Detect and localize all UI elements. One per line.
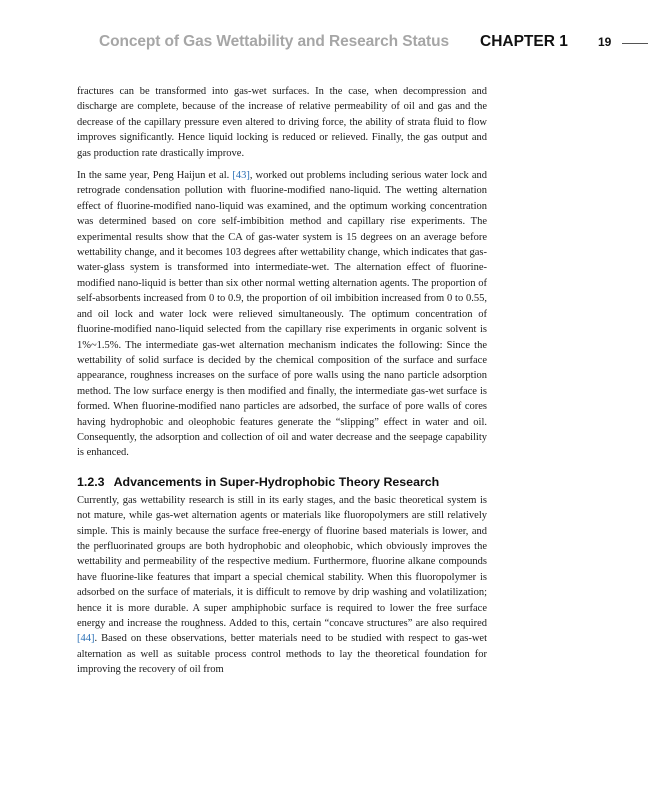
- page-number: 19: [598, 35, 612, 49]
- paragraph-current-research: [77, 493, 487, 678]
- paragraph-continuation: fractures can be transformed into gas-wet surfaces. In the case, when decompression and discharge are complete, because of the increase of relative permeability of oil and gas and the decrease of the capillary pressure even altered to driving force, the ability of strata fluid to flow improves significantly. Hence liquid locking is reduced or relieved. Finally, the gas output and gas production rate drastically improve.: [77, 86, 487, 159]
- paragraph-peng-haijun: [77, 168, 487, 461]
- paragraph-text: , worked out problems including serious water lock and retrograde condensation pollution with fluorine-modified nano-liquid. The wetting alternation effect of fluorine-modified nano-liquid was examined, and the optimum working concentration was determined based on core self-imbibition method and capillary rise experiments. The experimental results show that the CA of gas-water system is 15 degrees on an average before wettability change, and it becomes 103 degrees after wettability change, which indicates that gas-water-glass system is transformed into intermediate-wet. The alternation effect of fluorine-modified nano-liquid is better than six other normal wetting alternation agents. The proportion of self-absorbents increased from 0 to 0.9, the proportion of oil imbibition increased from 0 to 0.55, and oil lock and water lock were relieved simultaneously. The optimum concentration of fluorine-modified nano-liquid selected from the capillary rise experiments in organic solvent is 1%~1.5%. The intermediate gas-wet alternation mechanism indicates the following: Since the wettability of solid surface is decided by the chemical composition of the surface and surface appearance, roughness increases on the surface of pore walls using the nano particle adsorption method. The low surface energy is then modified and finally, the intermediate gas-wet surface is formed. When fluorine-modified nano particles are adsorbed, the surface of pore walls of cores having hydrophobic and oleophobic features generate the “slipping” effect in water and oil. Consequently, the adsorption and collection of oil and water decrease and the seepage capability is enhanced.: [77, 170, 488, 459]
- paragraph-text: . Based on these observations, better materials need to be studied with respect to gas-wet alternation as well as suitable process control methods to lay the theoretical foundation for improving the recovery of oil from: [77, 633, 487, 676]
- section-heading: [77, 475, 487, 489]
- body-text: [77, 84, 487, 685]
- citation-link-44[interactable]: [44]: [77, 633, 95, 645]
- page-header: [0, 33, 648, 53]
- running-title: Concept of Gas Wettability and Research Status: [99, 33, 449, 50]
- header-rule: [622, 43, 648, 44]
- paragraph-text: In the same year, Peng Haijun et al.: [77, 170, 233, 182]
- section-title: Advancements in Super-Hydrophobic Theory Research: [113, 474, 440, 489]
- paragraph-text: Currently, gas wettability research is still in its early stages, and the basic theoretical system is not mature, while gas-wet alternation agents or materials like fluoropolymers are still relatively simple. This is mainly because the surface free-energy of fluorine based materials is lower, and the perfluorinated groups are both hydrophobic and oleophobic, which obviously improves the wettability and permeability of the respective medium. Furthermore, fluorine alkane compounds have fluorine-like features that impart a special chemical stability. When this fluoropolymer is adsorbed on the surface of materials, it is difficult to remove by drip washing and volatilization; hence it is more durable. A super amphiphobic surface is required to lower the free surface energy and increase the roughness. Added to this, certain “concave structures” are also required: [77, 494, 487, 629]
- section-number: 1.2.3: [77, 474, 105, 489]
- citation-link-43[interactable]: [43]: [232, 170, 250, 182]
- chapter-label: CHAPTER 1: [480, 33, 568, 50]
